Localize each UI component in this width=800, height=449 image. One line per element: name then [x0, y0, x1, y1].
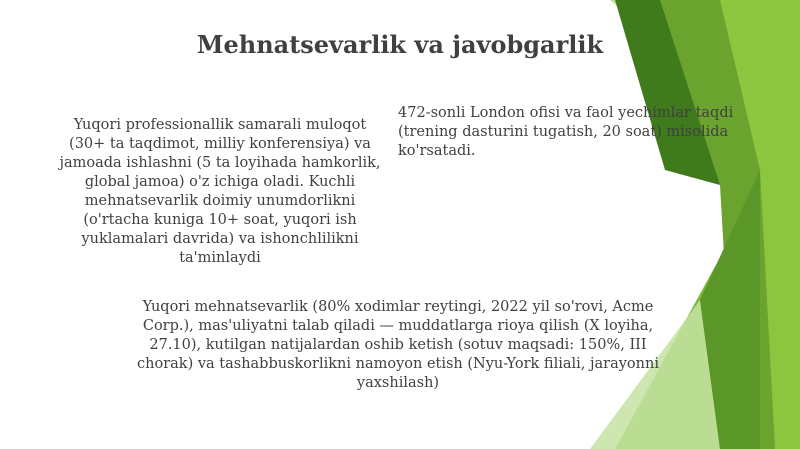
right-paragraph: 472-sonli London ofisi va faol yechimlar taqdi (trening dasturini tugatish, 20 soat) misolida ko'rsatadi.	[398, 105, 734, 159]
bottom-paragraph: Yuqori mehnatsevarlik (80% xodimlar reytingi, 2022 yil so'rovi, Acme Corp.), mas'uliyatni talab qiladi — muddatlarga rioya qilish (X loyiha, 27.10), kutilgan natijalardan oshib ketish (sotuv maqsadi: 150%, III chorak) va tashabbuskorlikni namoyon etish (Nyu-York filiali, jarayonni yaxshilash)	[137, 299, 659, 391]
slide-title: Mehnatsevarlik va javobgarlik	[196, 30, 604, 59]
left-paragraph: Yuqori professionallik samarali muloqot (30+ ta taqdimot, milliy konferensiya) va jamoada ishlashni (5 ta loyihada hamkorlik, global jamoa) o'z ichiga oladi. Kuchli mehnatsevarlik doimiy unumdorlikni (o'rtacha kuniga 10+ soat, yuqori ish yuklamalari davrida) va ishonchlilikni ta'minlaydi	[59, 117, 381, 266]
